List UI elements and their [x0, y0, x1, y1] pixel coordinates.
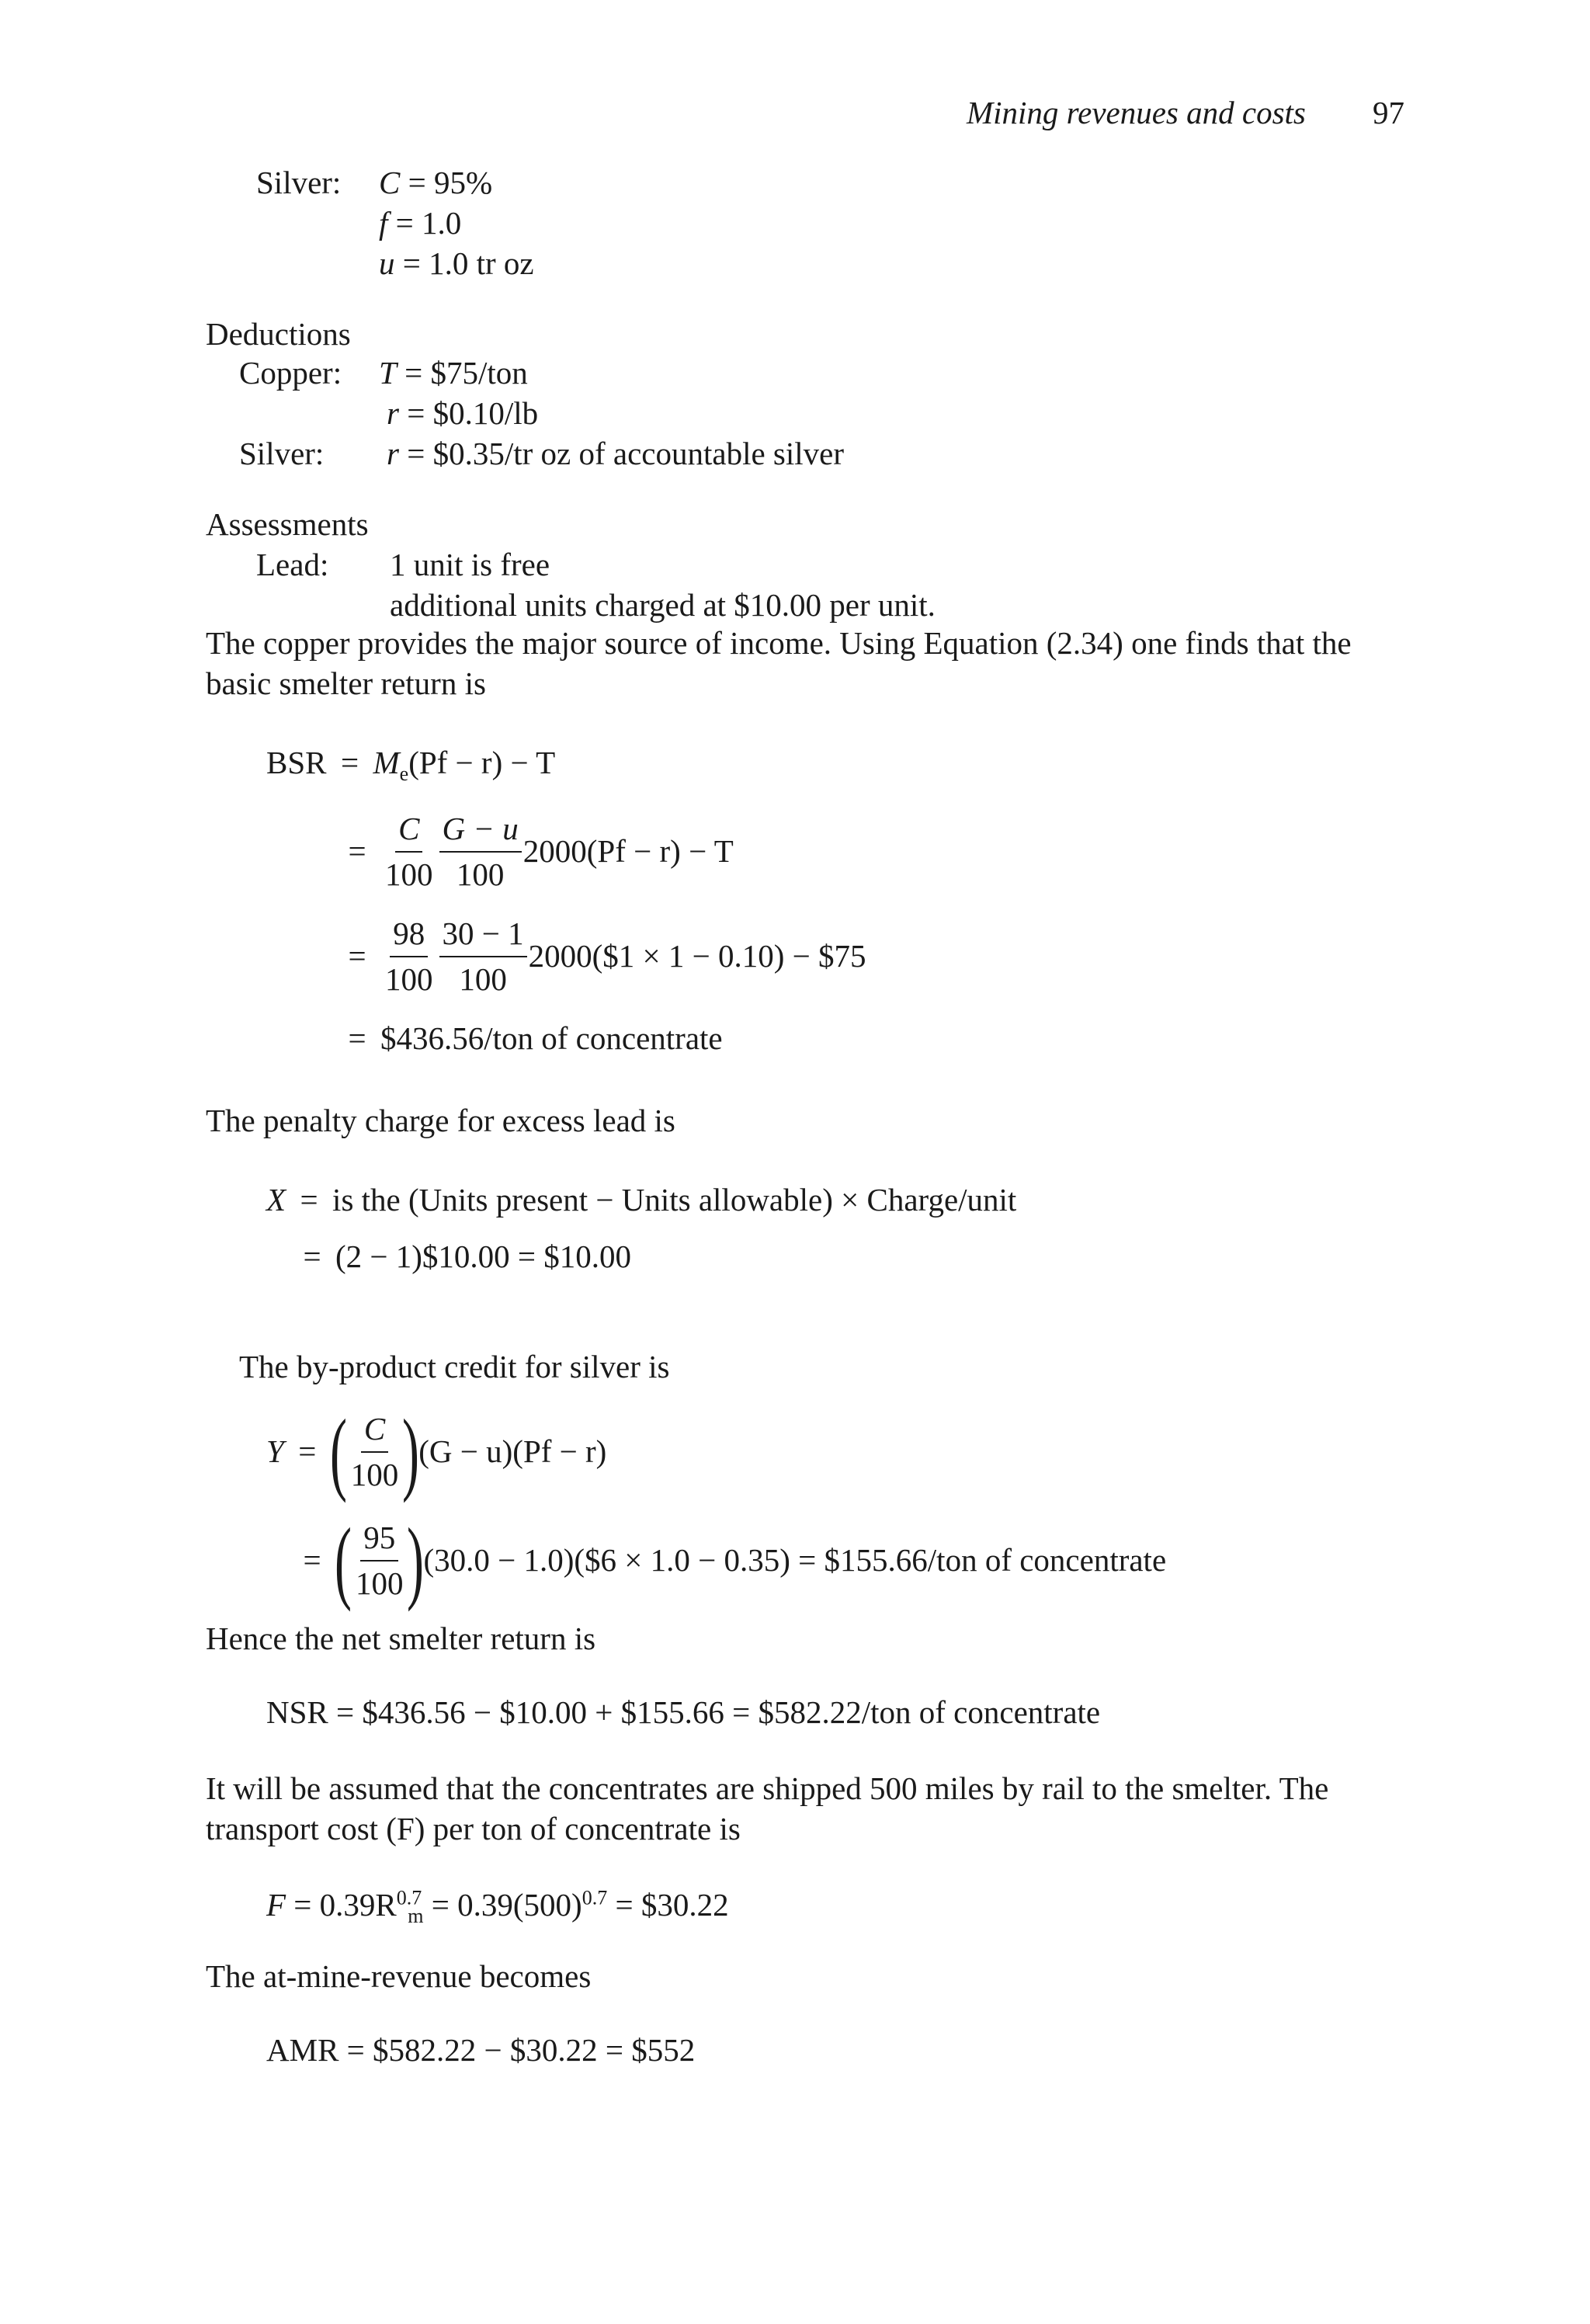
byproduct-tail1: (G − u)(Pf − r): [418, 1433, 607, 1470]
transport-equation: $F = 0.39R^{0.7}_m = 0.39(500)^{0.7}$ = $30.22: [266, 1886, 729, 1928]
byproduct-tail2: (30.0 − 1.0)($6 × 1.0 − 0.35) = $155.66/ton of concentrate: [423, 1542, 1167, 1579]
var-symbol: r: [387, 395, 399, 431]
paragraph-nsr: Hence the net smelter return is: [206, 1621, 596, 1656]
var-symbol: u: [379, 245, 395, 281]
penalty-eq1: is the (Units present − Units allowable) × Charge/unit: [332, 1182, 1017, 1218]
fraction: $\frac{98}{100}$: [385, 915, 433, 998]
bsr-eq1: (Pf − r) − T: [408, 745, 556, 780]
penalty-line1: X = is the (Units present − Units allowable) × Charge/unit: [266, 1182, 1017, 1218]
var-symbol: C: [379, 165, 401, 200]
var-symbol: r: [387, 436, 399, 471]
fraction: $\frac{C}{100}$: [350, 1410, 399, 1492]
amr-equation: AMR = $582.22 − $30.22 = $552: [266, 2032, 696, 2068]
byproduct-lhs: Y: [266, 1433, 284, 1470]
deduction-silver-r: r = $0.35/tr oz of accountable silver: [387, 436, 844, 471]
deductions-silver-label: Silver:: [239, 436, 325, 471]
var-value: $75/ton: [430, 355, 528, 391]
byproduct-line2: = ( $\frac{95}{100}$ ) (30.0 − 1.0)($6 × 1.0 − 0.35) = $155.66/ton of concentrate: [303, 1509, 1167, 1612]
assessments-lead-line1: 1 unit is free: [390, 547, 550, 582]
fraction: $\frac{95}{100}$: [355, 1519, 404, 1601]
deduction-copper-r: r = $0.10/lb: [387, 395, 539, 431]
deductions-heading: Deductions: [206, 316, 351, 352]
silver-row-c: C = 95%: [379, 165, 493, 200]
bsr-eq2-tail: 2000(Pf − r) − T: [522, 833, 734, 870]
page-number: 97: [1373, 95, 1404, 130]
fraction: $\frac{C}{100}$: [385, 811, 433, 893]
var-symbol: f: [379, 205, 388, 241]
transport-lhs: F: [266, 1887, 286, 1923]
paragraph-penalty: The penalty charge for excess lead is: [206, 1103, 675, 1138]
assessments-heading: Assessments: [206, 506, 369, 542]
bsr-line2: = $\frac{C}{100}$ $\frac{G - u}{100}$ 2000(Pf − r) − T: [348, 811, 734, 893]
deductions-copper-label: Copper:: [239, 355, 342, 391]
var-value: $0.35/tr oz of accountable silver: [432, 436, 844, 471]
fraction: $\frac{30 - 1}{100}$: [439, 916, 527, 997]
var-symbol: T: [379, 355, 397, 391]
bsr-eq4: $436.56/ton of concentrate: [380, 1020, 723, 1056]
bsr-line4: = $436.56/ton of concentrate: [348, 1020, 723, 1056]
assessments-lead-line2: additional units charged at $10.00 per unit.: [390, 587, 936, 623]
paragraph-transport-line1: It will be assumed that the concentrates are shipped 500 miles by rail to the smelter. The: [206, 1770, 1329, 1806]
silver-row-u: u = 1.0 tr oz: [379, 245, 534, 281]
paragraph-transport-line2: transport cost (F) per ton of concentrate is: [206, 1811, 741, 1846]
paragraph-copper-line1: The copper provides the major source of income. Using Equation (2.34) one finds that the: [206, 625, 1352, 661]
assessments-lead-label: Lead:: [256, 547, 329, 582]
bsr-line1: BSR = $M_e(Pf - r) - T$: [266, 745, 556, 786]
fraction: $\frac{G - u}{100}$: [439, 811, 522, 892]
silver-label: Silver:: [256, 165, 342, 200]
nsr-equation: NSR = $436.56 − $10.00 + $155.66 = $582.22/ton of concentrate: [266, 1694, 1101, 1730]
silver-row-f: f = 1.0: [379, 205, 462, 241]
penalty-eq2: (2 − 1)$10.00 = $10.00: [335, 1238, 632, 1274]
paragraph-copper-line2: basic smelter return is: [206, 665, 486, 701]
deduction-copper-t: T = $75/ton: [379, 355, 528, 391]
bsr-line3: = $\frac{98}{100}$ $\frac{30 - 1}{100}$ 2000($1 × 1 − 0.10) − $75: [348, 915, 866, 998]
paragraph-byproduct: The by-product credit for silver is: [239, 1349, 670, 1384]
bsr-lhs: BSR: [266, 745, 327, 780]
var-value: 95%: [433, 165, 493, 200]
penalty-lhs: X: [266, 1182, 286, 1218]
var-value: 1.0: [422, 205, 462, 241]
var-value: $0.10/lb: [432, 395, 539, 431]
penalty-line2: = (2 − 1)$10.00 = $10.00: [303, 1238, 632, 1274]
paragraph-amr: The at-mine-revenue becomes: [206, 1958, 592, 1994]
byproduct-line1: Y = ( $\frac{C}{100}$ ) (G − u)(Pf − r): [266, 1400, 607, 1503]
var-value: 1.0 tr oz: [429, 245, 534, 281]
running-title: Mining revenues and costs: [967, 95, 1306, 130]
bsr-eq3-tail: 2000($1 × 1 − 0.10) − $75: [528, 938, 866, 974]
